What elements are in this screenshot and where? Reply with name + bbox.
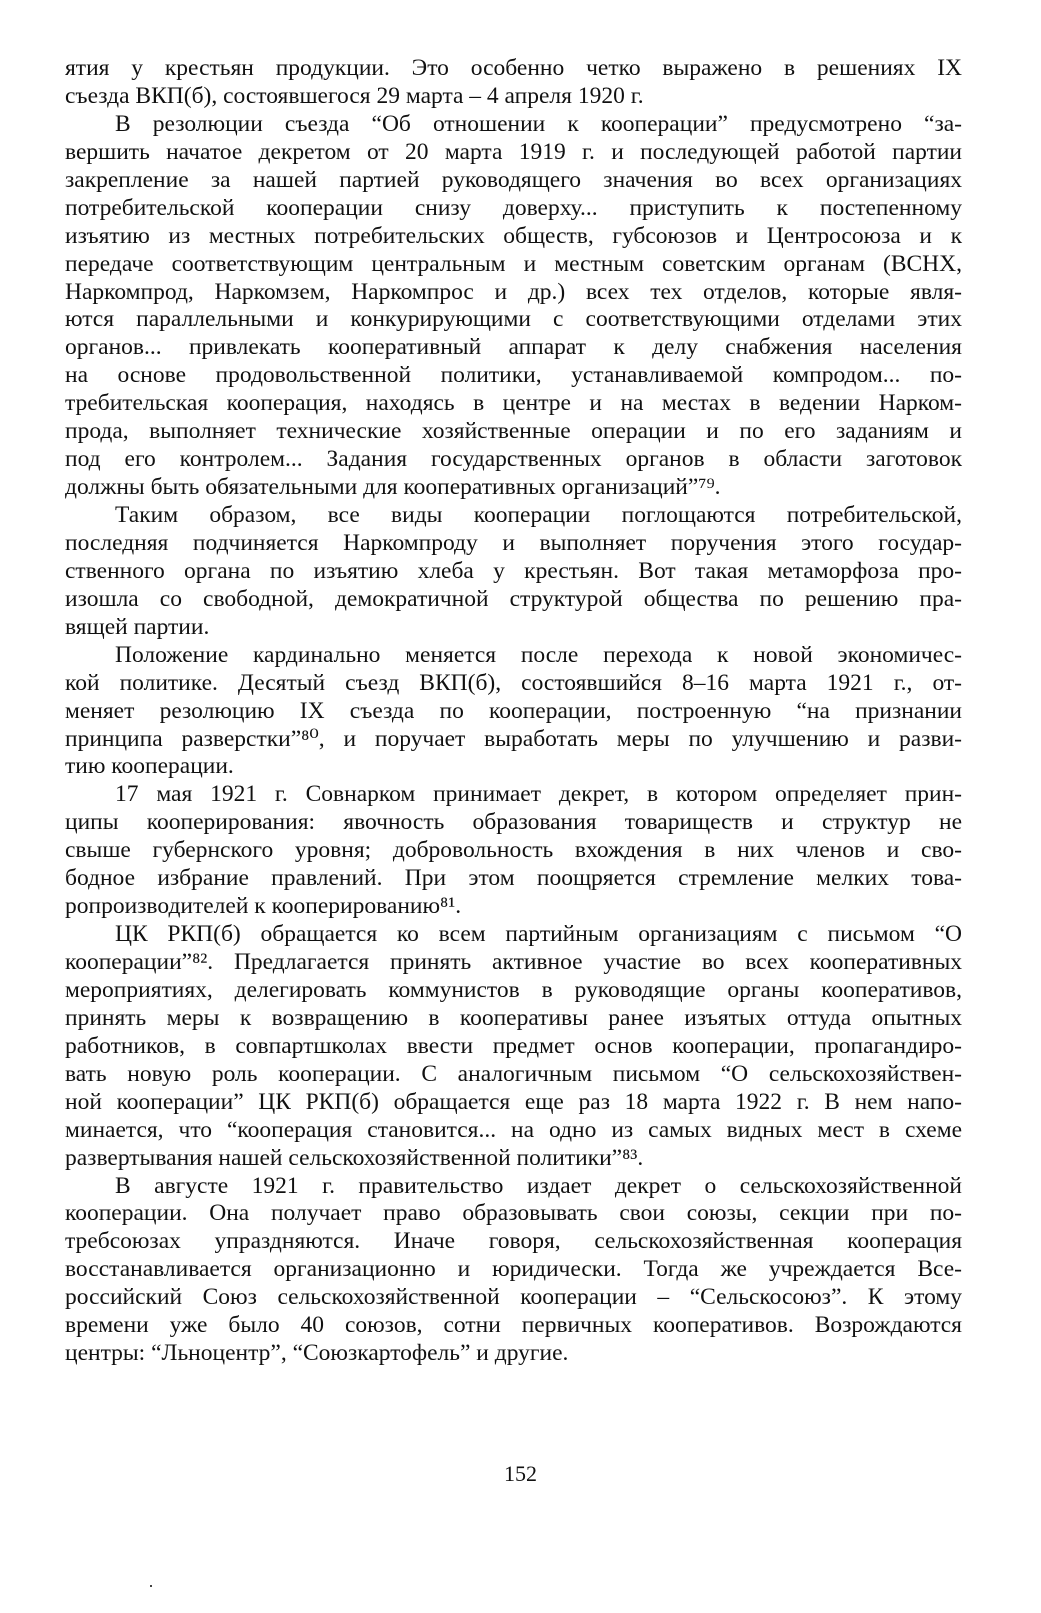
- text-line: времени уже было 40 союзов, сотни первичных кооперативов. Возрождаются: [65, 1312, 962, 1339]
- text-line: восстанавливается организационно и юридически. Тогда же учреждается Все-: [65, 1256, 962, 1283]
- text-line: передаче соответствующим центральным и местным советским органам (ВСНХ,: [65, 250, 962, 277]
- paragraph: [65, 642, 962, 782]
- text-line: центры: “Льноцентр”, “Союзкартофель” и другие.: [65, 1340, 569, 1367]
- scan-speck: [150, 1585, 152, 1587]
- text-line: органов... привлекать кооперативный аппарат к делу снабжения населения: [65, 334, 962, 361]
- text-line: требсоюзах упраздняются. Иначе говоря, сельскохозяйственная кооперация: [65, 1228, 962, 1255]
- text-line: В августе 1921 г. правительство издает декрет о сельскохозяйственной: [115, 1172, 962, 1199]
- paragraph: [65, 781, 962, 921]
- text-line: последняя подчиняется Наркомпроду и выполняет поручения этого государ-: [65, 529, 962, 556]
- text-line: Наркомпрод, Наркомзем, Наркомпрос и др.) всех тех отделов, которые явля-: [65, 278, 962, 305]
- text-line: кооперации”⁸². Предлагается принять активное участие во всех кооперативных: [65, 949, 962, 975]
- text-line: съезда ВКП(б), состоявшегося 29 марта – 4 апреля 1920 г.: [65, 82, 644, 109]
- text-line: работников, в совпартшколах ввести предмет основ кооперации, пропагандиро-: [65, 1032, 962, 1059]
- text-line: кооперации. Она получает право образовывать свои союзы, секции при по-: [65, 1200, 962, 1227]
- text-line: вать новую роль кооперации. С аналогичным письмом “О сельскохозяйствен-: [65, 1060, 962, 1087]
- text-line: Положение кардинально меняется после перехода к новой экономичес-: [115, 641, 962, 668]
- text-line: развертывания нашей сельскохозяйственной политики”⁸³.: [65, 1144, 644, 1171]
- text-line: мероприятиях, делегировать коммунистов в руководящие органы кооперативов,: [65, 976, 962, 1003]
- text-line: ятия у крестьян продукции. Это особенно четко выражено в решениях IX: [65, 55, 962, 81]
- text-line: минается, что “кооперация становится... на одно из самых видных мест в схеме: [65, 1116, 962, 1143]
- text-line: вящей партии.: [65, 613, 210, 640]
- text-line: ципы кооперирования: явочность образования товариществ и структур не: [65, 809, 962, 836]
- text-line: требительская кооперация, находясь в центре и на местах в ведении Нарком-: [65, 390, 962, 417]
- text-line: принципа разверстки”⁸⁰, и поручает выработать меры по улучшению и разви-: [65, 725, 962, 752]
- text-line: ственного органа по изъятию хлеба у крестьян. Вот такая метаморфоза про-: [65, 557, 962, 584]
- text-line: должны быть обязательными для кооперативных организаций”⁷⁹.: [65, 474, 721, 501]
- text-line: бодное избрание правлений. При этом поощряется стремление мелких това-: [65, 865, 962, 892]
- text-line: ЦК РКП(б) обращается ко всем партийным организациям с письмом “О: [115, 921, 962, 948]
- page-body-text: [65, 55, 962, 1368]
- text-line: ной кооперации” ЦК РКП(б) обращается еще раз 18 марта 1922 г. В нем напо-: [65, 1088, 962, 1115]
- text-line: тию кооперации.: [65, 753, 234, 780]
- text-line: кой политике. Десятый съезд ВКП(б), состоявшийся 8–16 марта 1921 г., от-: [65, 669, 962, 696]
- text-line: изъятию из местных потребительских обществ, губсоюзов и Центросоюза и к: [65, 222, 962, 249]
- text-line: изошла со свободной, демократичной структурой общества по решению пра-: [65, 585, 962, 612]
- paragraph: [65, 921, 962, 1172]
- paragraph: [65, 111, 962, 502]
- text-line: потребительской кооперации снизу доверху... приступить к постепенному: [65, 194, 962, 221]
- text-line: меняет резолюцию IX съезда по кооперации, построенную “на признании: [65, 697, 962, 724]
- text-line: вершить начатое декретом от 20 марта 1919 г. и последующей работой партии: [65, 138, 962, 165]
- text-line: прода, выполняет технические хозяйственные операции и по его заданиям и: [65, 418, 962, 445]
- text-line: ются параллельными и конкурирующими с соответствующими отделами этих: [65, 306, 962, 333]
- text-line: российский Союз сельскохозяйственной кооперации – “Сельскосоюз”. К этому: [65, 1284, 962, 1311]
- page-number: 152: [504, 1461, 537, 1486]
- text-line: Таким образом, все виды кооперации поглощаются потребительской,: [115, 502, 962, 528]
- text-line: 17 мая 1921 г. Совнарком принимает декрет, в котором определяет прин-: [115, 781, 962, 808]
- text-line: В резолюции съезда “Об отношении к кооперации” предусмотрено “за-: [115, 110, 962, 137]
- text-line: на основе продовольственной политики, устанавливаемой компродом... по-: [65, 362, 962, 389]
- paragraph: [65, 1173, 962, 1369]
- text-line: свыше губернского уровня; добровольность вхождения в них членов и сво-: [65, 837, 962, 864]
- text-line: под его контролем... Задания государственных органов в области заготовок: [65, 446, 962, 473]
- text-line: закрепление за нашей партией руководящего значения во всех организациях: [65, 166, 962, 193]
- paragraph: [65, 55, 962, 111]
- paragraph: [65, 502, 962, 642]
- text-line: принять меры к возвращению в кооперативы ранее изъятых оттуда опытных: [65, 1004, 962, 1031]
- text-line: ропроизводителей к кооперированию⁸¹.: [65, 893, 462, 920]
